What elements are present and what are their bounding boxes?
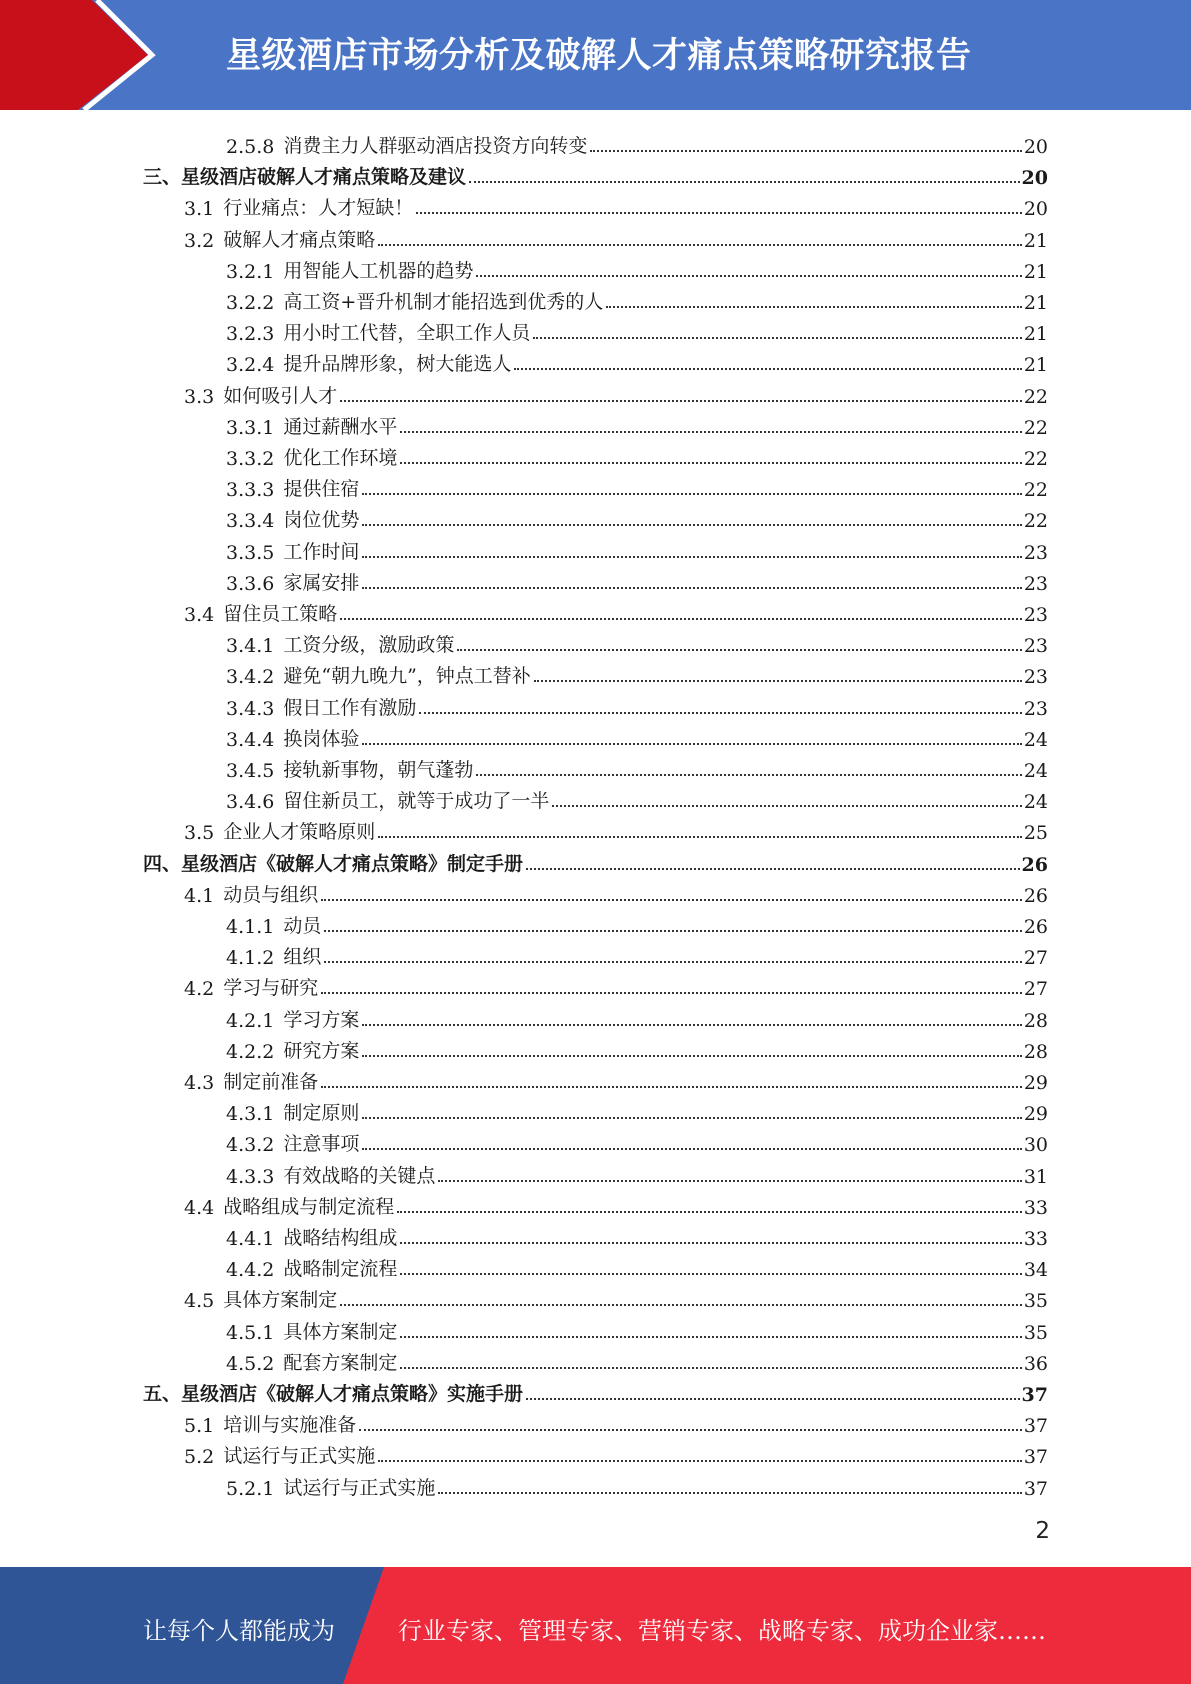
toc-entry-number: 3.4.3: [226, 697, 275, 720]
toc-entry[interactable]: [226, 1250, 1048, 1281]
toc-entry[interactable]: [226, 938, 1048, 969]
toc-entry-page: 22: [1023, 416, 1048, 439]
toc-dot-leader: [526, 868, 1020, 870]
footer-slogan-left: 让每个人都能成为: [143, 1617, 335, 1645]
toc-dot-leader: [324, 961, 1021, 963]
toc-entry[interactable]: [226, 564, 1048, 595]
toc-dot-leader: [400, 462, 1021, 464]
toc-dot-leader: [359, 1429, 1022, 1431]
toc-entry-page: 33: [1023, 1196, 1048, 1219]
toc-entry-number: 4.3: [184, 1072, 215, 1094]
toc-entry-page: 36: [1023, 1352, 1048, 1375]
toc-entry-title: 接轨新事物，朝气蓬勃: [283, 759, 474, 781]
toc-entry-title: 用智能人工机器的趋势: [283, 259, 474, 282]
toc-entry-page: 26: [1023, 916, 1048, 938]
toc-entry-page: 28: [1023, 1040, 1048, 1063]
toc-entry-number: 4.5.1: [226, 1321, 275, 1344]
toc-entry-number: 4.5.2: [226, 1352, 275, 1375]
toc-entry-number: 2.5.8: [226, 136, 275, 158]
toc-entry-title: 有效战略的关键点: [283, 1164, 436, 1187]
toc-dot-leader: [419, 712, 1021, 714]
toc-entry-title: 具体方案制定: [223, 1289, 338, 1312]
toc-entry[interactable]: [226, 1344, 1048, 1375]
toc-entry-title: 研究方案: [283, 1039, 360, 1062]
toc-entry-title: 制定前准备: [223, 1071, 319, 1093]
toc-entry[interactable]: [184, 969, 1048, 1000]
toc-entry-page: 22: [1023, 510, 1048, 533]
toc-entry[interactable]: [226, 501, 1048, 532]
toc-entry-title: 提升品牌形象，树大能选人: [283, 353, 512, 376]
toc-entry[interactable]: [226, 470, 1048, 501]
toc-entry-title: 家属安排: [283, 571, 360, 594]
toc-dot-leader: [321, 992, 1022, 994]
toc-dot-leader: [606, 306, 1022, 308]
toc-entry-page: 31: [1023, 1165, 1048, 1188]
toc-dot-leader: [378, 836, 1022, 838]
toc-entry[interactable]: [226, 1469, 1048, 1500]
toc-entry-number: 3.4.2: [226, 666, 275, 689]
toc-dot-leader: [514, 368, 1021, 370]
toc-dot-leader: [340, 1304, 1022, 1306]
toc-entry-number: 3.4.6: [226, 791, 275, 814]
toc-entry-number: 3.3.3: [226, 479, 275, 502]
toc-entry[interactable]: [184, 813, 1048, 844]
footer-slogan-right: 行业专家、管理专家、营销专家、战略专家、成功企业家……: [398, 1617, 1046, 1645]
toc-entry[interactable]: [184, 1063, 1048, 1094]
toc-entry-title: 工资分级，激励政策: [283, 634, 455, 657]
toc-entry-number: 3.3.6: [226, 572, 275, 595]
toc-entry-title: 具体方案制定: [283, 1320, 398, 1343]
toc-dot-leader: [526, 1398, 1020, 1400]
toc-entry-page: 21: [1023, 260, 1048, 283]
toc-dot-leader: [400, 1273, 1021, 1275]
toc-entry-page: 29: [1023, 1072, 1048, 1094]
toc-entry-number: 3.2: [184, 229, 215, 252]
toc-dot-leader: [362, 743, 1021, 745]
toc-dot-leader: [397, 1211, 1022, 1213]
toc-dot-leader: [476, 774, 1021, 776]
toc-entry-number: 3.4.5: [226, 760, 275, 782]
toc-entry-number: 3.2.3: [226, 323, 275, 346]
toc-entry[interactable]: [184, 1406, 1048, 1437]
toc-dot-leader: [340, 618, 1022, 620]
toc-entry-title: 五、星级酒店《破解人才痛点策略》实施手册: [143, 1383, 524, 1405]
toc-entry-title: 四、星级酒店《破解人才痛点策略》制定手册: [143, 852, 524, 875]
toc-entry[interactable]: [226, 720, 1048, 751]
toc-entry-title: 留住新员工，就等于成功了一半: [283, 790, 550, 813]
toc-entry-number: 3.2.1: [226, 260, 275, 283]
toc-entry-title: 企业人才策略原则: [223, 821, 376, 844]
toc-entry[interactable]: [226, 1032, 1048, 1063]
toc-entry-title: 岗位优势: [283, 509, 360, 532]
toc-entry-number: 4.4: [184, 1196, 215, 1219]
toc-entry-page: 37: [1023, 1415, 1048, 1438]
toc-entry-number: 4.1.2: [226, 947, 275, 970]
toc-dot-leader: [362, 1117, 1021, 1119]
toc-entry[interactable]: [226, 1219, 1048, 1250]
toc-entry-number: 4.3.2: [226, 1134, 275, 1157]
toc-entry-title: 动员: [283, 915, 322, 937]
toc-entry-page: 35: [1023, 1290, 1048, 1313]
toc-entry[interactable]: [226, 345, 1048, 376]
toc-dot-leader: [362, 1055, 1021, 1057]
toc-entry-page: 21: [1023, 292, 1048, 314]
toc-entry-title: 三、星级酒店破解人才痛点策略及建议: [143, 166, 467, 189]
toc-entry-number: 3.3.5: [226, 541, 275, 564]
toc-entry-page: 23: [1023, 572, 1048, 595]
toc-entry-page: 21: [1023, 323, 1048, 346]
toc-entry-number: 4.2: [184, 978, 215, 1001]
toc-dot-leader: [457, 649, 1021, 651]
toc-entry-page: 37: [1023, 1446, 1048, 1469]
toc-entry-title: 如何吸引人才: [223, 384, 338, 407]
toc-dot-leader: [438, 1180, 1021, 1182]
toc-entry-title: 通过薪酬水平: [283, 415, 398, 438]
toc-entry-number: 4.2.1: [226, 1009, 275, 1032]
toc-dot-leader: [552, 805, 1021, 807]
toc-entry-title: 学习与研究: [223, 977, 319, 1000]
toc-dot-leader: [362, 1148, 1021, 1150]
toc-entry[interactable]: [226, 1001, 1048, 1032]
toc-entry-title: 用小时工代替，全职工作人员: [283, 322, 531, 345]
toc-dot-leader: [416, 212, 1022, 214]
toc-entry-number: 4.3.1: [226, 1103, 275, 1126]
toc-entry-number: 4.1: [184, 884, 215, 907]
toc-dot-leader: [533, 337, 1021, 339]
toc-entry-number: 3.2.4: [226, 354, 275, 377]
page-number: 2: [1035, 1518, 1050, 1544]
toc-dot-leader: [340, 400, 1022, 402]
toc-entry-number: 4.5: [184, 1290, 215, 1313]
toc-entry[interactable]: [226, 657, 1048, 688]
toc-entry-page: 26: [1021, 853, 1048, 876]
toc-entry[interactable]: [226, 751, 1048, 782]
toc-entry-page: 35: [1023, 1321, 1048, 1344]
toc-entry-number: 3.3.4: [226, 510, 275, 533]
page-header: [0, 0, 1191, 110]
toc-entry-number: 4.1.1: [226, 916, 275, 938]
toc-dot-leader: [438, 1492, 1021, 1494]
toc-entry-title: 换岗体验: [283, 727, 360, 750]
toc-entry-title: 制定原则: [283, 1102, 360, 1125]
document-title: 星级酒店市场分析及破解人才痛点策略研究报告: [226, 36, 972, 76]
toc-entry-title: 避免“朝九晚九”，钟点工替补: [283, 665, 531, 688]
toc-entry-page: 27: [1023, 978, 1048, 1001]
toc-entry-page: 20: [1023, 198, 1048, 221]
toc-entry-title: 培训与实施准备: [223, 1414, 357, 1437]
toc-dot-leader: [362, 524, 1021, 526]
toc-entry[interactable]: [184, 189, 1048, 220]
toc-entry-page: 23: [1023, 541, 1048, 564]
toc-entry-title: 注意事项: [283, 1133, 360, 1156]
toc-entry-page: 29: [1023, 1103, 1048, 1126]
toc-entry[interactable]: [226, 782, 1048, 813]
toc-entry-page: 23: [1023, 697, 1048, 720]
toc-entry-page: 34: [1023, 1259, 1048, 1282]
toc-entry-title: 学习方案: [283, 1008, 360, 1031]
toc-dot-leader: [476, 275, 1021, 277]
toc-entry-title: 动员与组织: [223, 883, 319, 906]
toc-entry-page: 20: [1023, 136, 1048, 158]
toc-entry-number: 5.2: [184, 1446, 215, 1469]
toc-entry[interactable]: [226, 626, 1048, 657]
toc-dot-leader: [324, 930, 1021, 932]
toc-dot-leader: [400, 1336, 1021, 1338]
toc-dot-leader: [400, 1367, 1021, 1369]
toc-entry-number: 3.3.2: [226, 448, 275, 470]
toc-entry-page: 21: [1023, 229, 1048, 252]
toc-entry[interactable]: [226, 1094, 1048, 1125]
toc-entry-page: 20: [1021, 167, 1048, 190]
toc-entry-title: 战略组成与制定流程: [223, 1195, 395, 1218]
toc-entry[interactable]: [226, 1125, 1048, 1156]
toc-entry-number: 4.3.3: [226, 1165, 275, 1188]
toc-dot-leader: [362, 556, 1021, 558]
toc-entry[interactable]: [143, 1375, 1048, 1406]
toc-dot-leader: [469, 181, 1020, 183]
toc-entry-title: 行业痛点：人才短缺！: [223, 197, 414, 220]
toc-entry-page: 21: [1023, 354, 1048, 377]
toc-entry-title: 战略结构组成: [283, 1227, 398, 1249]
toc-dot-leader: [362, 1024, 1021, 1026]
toc-entry-number: 3.2.2: [226, 292, 275, 314]
toc-entry-number: 3.3: [184, 385, 215, 408]
toc-entry-page: 26: [1023, 884, 1048, 907]
toc-entry-number: 3.4.1: [226, 635, 275, 658]
toc-entry[interactable]: [184, 1281, 1048, 1312]
toc-entry-page: 24: [1023, 791, 1048, 814]
toc-entry-title: 组织: [283, 946, 322, 969]
toc-entry-title: 假日工作有激励: [283, 696, 417, 719]
toc-entry-number: 4.4.2: [226, 1259, 275, 1282]
toc-dot-leader: [378, 244, 1022, 246]
toc-entry-title: 留住员工策略: [223, 603, 338, 625]
toc-entry-title: 配套方案制定: [283, 1351, 398, 1374]
toc-dot-leader: [378, 1460, 1022, 1462]
toc-entry[interactable]: [226, 252, 1048, 283]
toc-entry[interactable]: [226, 533, 1048, 564]
toc-entry-page: 24: [1023, 760, 1048, 782]
page-footer: [0, 1567, 1191, 1684]
toc-entry-title: 工作时间: [283, 540, 360, 563]
toc-entry[interactable]: [184, 221, 1048, 252]
toc-entry-title: 优化工作环境: [283, 447, 398, 469]
toc-entry-title: 试运行与正式实施: [283, 1476, 436, 1499]
toc-entry-title: 消费主力人群驱动酒店投资方向转变: [283, 135, 588, 157]
toc-entry-page: 30: [1023, 1134, 1048, 1157]
toc-entry[interactable]: [226, 1313, 1048, 1344]
toc-entry[interactable]: [184, 377, 1048, 408]
toc-entry[interactable]: [226, 283, 1048, 314]
toc-entry[interactable]: [226, 408, 1048, 439]
toc-entry-page: 23: [1023, 666, 1048, 689]
toc-dot-leader: [362, 493, 1021, 495]
toc-entry[interactable]: [226, 127, 1048, 158]
toc-entry-number: 3.3.1: [226, 416, 275, 439]
toc-dot-leader: [400, 1242, 1021, 1244]
toc-dot-leader: [362, 587, 1021, 589]
toc-entry[interactable]: [184, 876, 1048, 907]
toc-entry-number: 4.4.1: [226, 1228, 275, 1250]
toc-entry[interactable]: [184, 1188, 1048, 1219]
toc-entry[interactable]: [226, 907, 1048, 938]
toc-entry[interactable]: [226, 1157, 1048, 1188]
toc-entry-number: 3.5: [184, 822, 215, 845]
toc-entry[interactable]: [226, 314, 1048, 345]
toc-entry-number: 3.1: [184, 198, 215, 221]
toc-entry-page: 27: [1023, 947, 1048, 970]
toc-entry[interactable]: [143, 158, 1048, 189]
toc-entry-number: 3.4: [184, 604, 215, 626]
toc-entry[interactable]: [143, 845, 1048, 876]
toc-dot-leader: [321, 1086, 1022, 1088]
toc-dot-leader: [400, 431, 1021, 433]
toc-entry-page: 22: [1023, 448, 1048, 470]
header-red-chevron: [0, 0, 148, 110]
toc-entry-page: 25: [1023, 822, 1048, 845]
toc-entry-page: 23: [1023, 635, 1048, 658]
toc-entry-title: 高工资+晋升机制才能招选到优秀的人: [283, 291, 604, 313]
toc-dot-leader: [590, 150, 1021, 152]
toc-entry-number: 5.1: [184, 1415, 215, 1438]
toc-dot-leader: [321, 899, 1022, 901]
toc-entry-number: 3.4.4: [226, 728, 275, 751]
toc-entry-page: 33: [1023, 1228, 1048, 1250]
toc-entry[interactable]: [226, 439, 1048, 470]
toc-entry[interactable]: [226, 689, 1048, 720]
toc-entry-page: 22: [1023, 479, 1048, 502]
toc-entry-title: 提供住宿: [283, 478, 360, 501]
toc-entry-title: 战略制定流程: [283, 1258, 398, 1281]
toc-entry-number: 4.2.2: [226, 1040, 275, 1063]
toc-entry[interactable]: [184, 1437, 1048, 1468]
toc-entry-title: 试运行与正式实施: [223, 1445, 376, 1468]
toc-entry-page: 22: [1023, 385, 1048, 408]
toc-entry-title: 破解人才痛点策略: [223, 228, 376, 251]
toc-entry-page: 23: [1023, 604, 1048, 626]
toc-entry[interactable]: [184, 595, 1048, 626]
toc-entry-number: 5.2.1: [226, 1477, 275, 1500]
toc-entry-page: 37: [1021, 1384, 1048, 1406]
toc-dot-leader: [534, 680, 1022, 682]
toc-entry-page: 37: [1023, 1477, 1048, 1500]
toc-entry-page: 24: [1023, 728, 1048, 751]
toc-entry-page: 28: [1023, 1009, 1048, 1032]
